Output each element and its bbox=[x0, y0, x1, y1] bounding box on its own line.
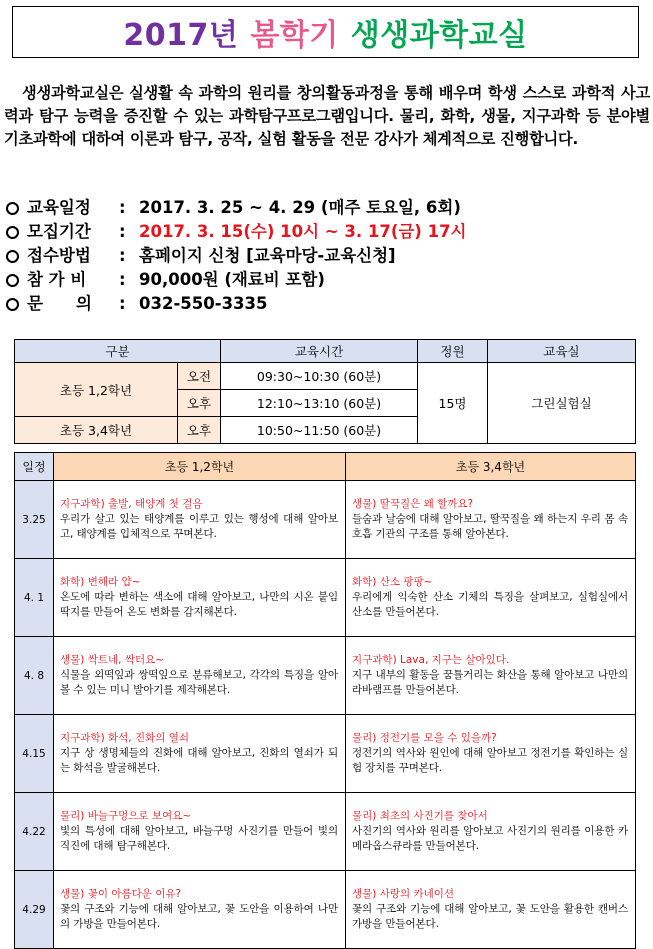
info-colon: : bbox=[119, 270, 126, 289]
info-item-fee bbox=[4, 268, 644, 292]
period-label: 오후 bbox=[178, 390, 221, 417]
intro-paragraph: 생생과학교실은 실생활 속 과학의 원리를 창의활동과정을 통해 배우며 학생 스스로 과학적 사고력과 탐구 능력을 증진할 수 있는 과학탐구프로그램입니다. 물리, 화학, 생물, 지구과학 등 분야별 기초과학에 대하여 이론과 탐구, 공작, 실험 활동을 전문 강사가 체계적으로 진행합니다. bbox=[4, 84, 650, 148]
lesson-cell-grade-34 bbox=[346, 559, 636, 637]
circle-bullet-icon bbox=[6, 250, 19, 263]
lesson-cell-grade-12 bbox=[54, 559, 346, 637]
lesson-date: 4.15 bbox=[15, 715, 54, 793]
info-value: 032-550-3335 bbox=[139, 294, 268, 313]
capacity-value: 15명 bbox=[418, 363, 488, 444]
lesson-cell-grade-34 bbox=[346, 793, 636, 871]
lesson-date: 4.29 bbox=[15, 871, 54, 949]
lesson-cell-grade-12 bbox=[54, 481, 346, 559]
group-grade-12: 초등 1,2학년 bbox=[15, 363, 178, 417]
info-item-contact bbox=[4, 292, 644, 316]
info-label: 문 의 bbox=[27, 294, 92, 313]
info-value: 2017. 3. 25 ~ 4. 29 (매주 토요일, 6회) bbox=[139, 198, 461, 217]
lesson-title: 생물) 싹트네, 싹터요~ bbox=[60, 654, 165, 666]
lesson-cell-grade-12 bbox=[54, 871, 346, 949]
lesson-description: 지구 내부의 활동을 꿈틀거리는 화산을 통해 알아보고 나만의 라바램프를 만들어본다. bbox=[352, 669, 628, 696]
lesson-description: 꽃의 구조와 기능에 대해 알아보고, 꽃 도안을 활용한 캔버스 가방을 만들어본다. bbox=[352, 903, 628, 930]
info-item-recruit bbox=[4, 220, 644, 244]
info-label: 교육일정 bbox=[27, 198, 91, 217]
info-colon: : bbox=[119, 222, 126, 241]
lesson-title: 물리) 바늘구멍으로 보여요~ bbox=[60, 810, 192, 822]
lesson-description: 꽃의 구조와 기능에 대해 알아보고, 꽃 도안을 이용하여 나만의 가방을 만들어본다. bbox=[60, 903, 338, 930]
table-row bbox=[15, 871, 636, 949]
info-item-apply bbox=[4, 244, 644, 268]
info-value: 홈페이지 신청 [교육마당-교육신청] bbox=[139, 246, 396, 265]
info-label: 모집기간 bbox=[27, 222, 91, 241]
lesson-cell-grade-34 bbox=[346, 715, 636, 793]
lesson-title: 물리) 최초의 사진기를 찾아서 bbox=[352, 810, 488, 822]
info-colon: : bbox=[119, 198, 126, 217]
lesson-title: 지구과학) 출발, 태양계 첫 걸음 bbox=[60, 498, 203, 510]
period-label: 오전 bbox=[178, 363, 221, 390]
info-item-schedule bbox=[4, 196, 644, 220]
header-category: 구분 bbox=[15, 340, 221, 363]
lesson-description: 우리가 살고 있는 태양계를 이루고 있는 행성에 대해 알아보고, 태양계를 입체적으로 꾸며본다. bbox=[60, 513, 338, 540]
lesson-date: 4. 1 bbox=[15, 559, 54, 637]
lesson-date: 4. 8 bbox=[15, 637, 54, 715]
lesson-cell-grade-34 bbox=[346, 871, 636, 949]
lesson-cell-grade-12 bbox=[54, 637, 346, 715]
time-value: 10:50~11:50 (60분) bbox=[221, 417, 418, 444]
table-header-row bbox=[15, 340, 636, 363]
lesson-title: 생물) 딸꾹질은 왜 할까요? bbox=[352, 498, 474, 510]
info-value: 2017. 3. 15(수) 10시 ~ 3. 17(금) 17시 bbox=[139, 222, 467, 241]
table-row bbox=[15, 559, 636, 637]
header-time: 교육시간 bbox=[221, 340, 418, 363]
time-value: 12:10~13:10 (60분) bbox=[221, 390, 418, 417]
lesson-cell-grade-34 bbox=[346, 481, 636, 559]
info-label: 참 가 비 bbox=[27, 270, 87, 289]
title-year: 2017년 bbox=[123, 18, 239, 53]
lesson-title: 화학) 변해라 얍~ bbox=[60, 576, 141, 588]
table-row bbox=[15, 637, 636, 715]
group-grade-34: 초등 3,4학년 bbox=[15, 417, 178, 444]
lesson-title: 지구과학) Lava, 지구는 살아있다. bbox=[352, 654, 510, 666]
circle-bullet-icon bbox=[6, 202, 19, 215]
lesson-description: 우리에게 익숙한 산소 기체의 특징을 살펴보고, 실험실에서 산소를 만들어본다. bbox=[352, 591, 628, 618]
header-room: 교육실 bbox=[488, 340, 636, 363]
lesson-description: 지구 상 생명체들의 진화에 대해 알아보고, 진화의 열쇠가 되는 화석을 발굴해본다. bbox=[60, 747, 338, 774]
lesson-date: 3.25 bbox=[15, 481, 54, 559]
curriculum-table bbox=[14, 452, 636, 949]
table-header-row bbox=[15, 453, 636, 481]
header-date: 일정 bbox=[15, 453, 54, 481]
info-list bbox=[4, 196, 644, 316]
schedule-table bbox=[14, 339, 636, 444]
info-value: 90,000원 (재료비 포함) bbox=[139, 270, 325, 289]
circle-bullet-icon bbox=[6, 298, 19, 311]
page-title bbox=[12, 6, 639, 58]
title-program: 생생과학교실 bbox=[350, 18, 528, 53]
lesson-cell-grade-34 bbox=[346, 637, 636, 715]
lesson-title: 화학) 산소 팡팡~ bbox=[352, 576, 433, 588]
lesson-date: 4.22 bbox=[15, 793, 54, 871]
header-grade-34: 초등 3,4학년 bbox=[346, 453, 636, 481]
lesson-title: 지구과학) 화석, 진화의 열쇠 bbox=[60, 732, 190, 744]
info-colon: : bbox=[119, 294, 126, 313]
info-colon: : bbox=[119, 246, 126, 265]
title-semester: 봄학기 bbox=[250, 18, 339, 53]
room-value: 그린실험실 bbox=[488, 363, 636, 444]
table-row bbox=[15, 793, 636, 871]
circle-bullet-icon bbox=[6, 274, 19, 287]
lesson-description: 정전기의 역사와 원인에 대해 알아보고 정전기를 확인하는 실험 장치를 꾸며본다. bbox=[352, 747, 628, 774]
header-capacity: 정원 bbox=[418, 340, 488, 363]
table-row bbox=[15, 481, 636, 559]
lesson-cell-grade-12 bbox=[54, 793, 346, 871]
lesson-description: 들숨과 날숨에 대해 알아보고, 딸꾹질을 왜 하는지 우리 몸 속 호흡 기관의 구조를 통해 알아본다. bbox=[352, 513, 628, 540]
period-label: 오후 bbox=[178, 417, 221, 444]
lesson-cell-grade-12 bbox=[54, 715, 346, 793]
lesson-title: 생물) 사랑의 카네이션 bbox=[352, 888, 455, 900]
lesson-description: 온도에 따라 변하는 색소에 대해 알아보고, 나만의 시온 붙임딱지를 만들어 온도 변화를 감지해본다. bbox=[60, 591, 338, 618]
header-grade-12: 초등 1,2학년 bbox=[54, 453, 346, 481]
lesson-description: 빛의 특성에 대해 알아보고, 바늘구멍 사진기를 만들어 빛의 직진에 대해 탐구해본다. bbox=[60, 825, 338, 852]
lesson-title: 물리) 정전기를 모을 수 있을까? bbox=[352, 732, 497, 744]
info-label: 접수방법 bbox=[27, 246, 91, 265]
table-row bbox=[15, 363, 636, 390]
lesson-title: 생물) 꽃이 아름다운 이유? bbox=[60, 888, 182, 900]
lesson-description: 사진기의 역사와 원리를 알아보고 사진기의 원리를 이용한 카메라옵스큐라를 만들어본다. bbox=[352, 825, 628, 852]
table-row bbox=[15, 715, 636, 793]
circle-bullet-icon bbox=[6, 226, 19, 239]
time-value: 09:30~10:30 (60분) bbox=[221, 363, 418, 390]
lesson-description: 식물을 외떡잎과 쌍떡잎으로 분류해보고, 각각의 특징을 알아볼 수 있는 미니 발아기를 제작해본다. bbox=[60, 669, 338, 696]
